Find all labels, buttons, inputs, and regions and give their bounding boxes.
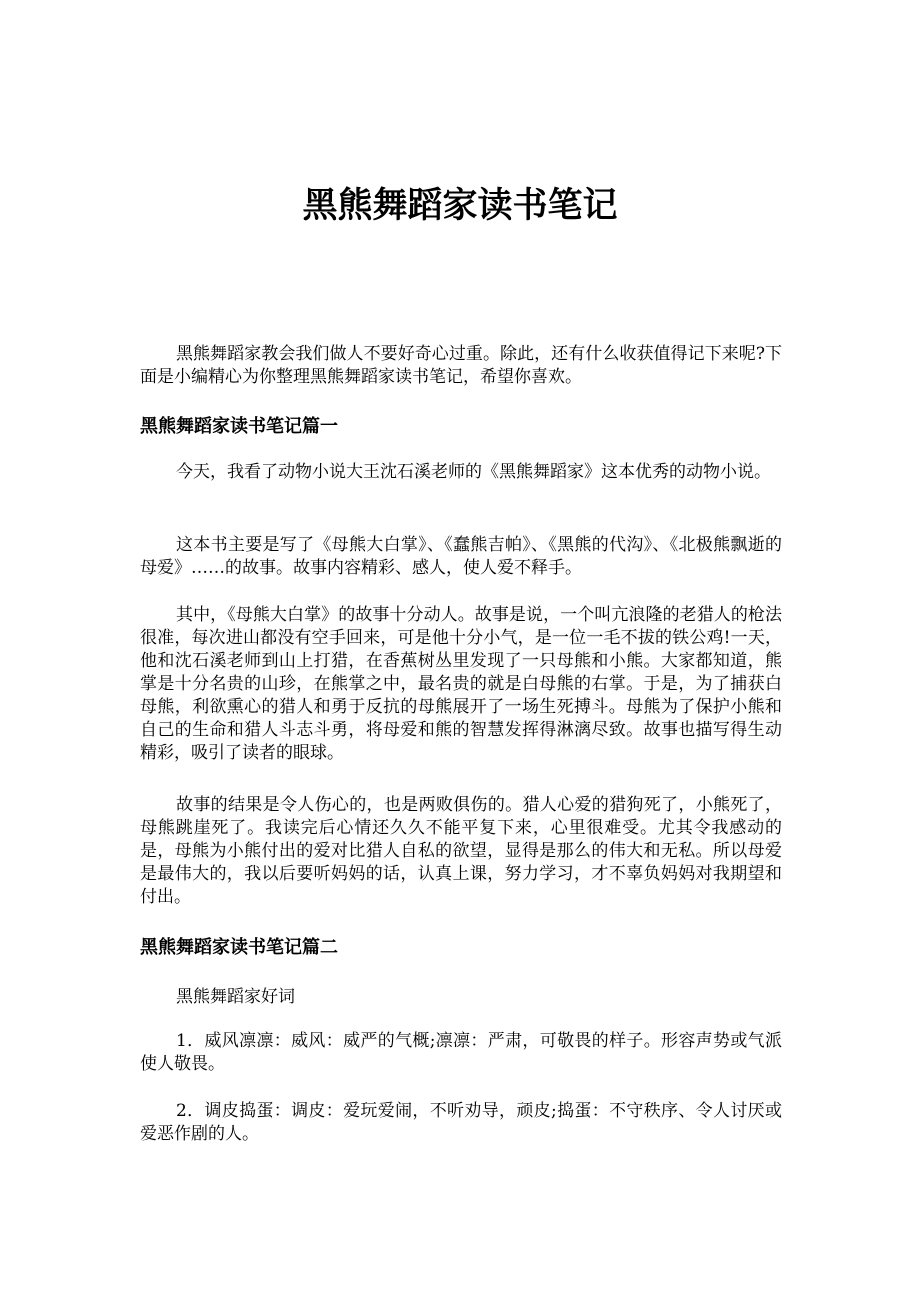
- section1-heading: 黑熊舞蹈家读书笔记篇一: [140, 416, 338, 437]
- section1-paragraph-1: 今天，我看了动物小说大王沈石溪老师的《黑熊舞蹈家》这本优秀的动物小说。: [176, 462, 771, 482]
- section1-paragraph-3: 其中，《母熊大白掌》的故事十分动人。故事是说，一个叫亢浪隆的老猎人的枪法很准，每次进山都没有空手回来，可是他十分小气，是一位一毛不拔的铁公鸡!一天，他和沈石溪老师到山上打猎，在香蕉树丛里发现了一只母熊和小熊。大家都知道，熊掌是十分名贵的山珍，在熊掌之中，最名贵的就是白母熊的右掌。于是，为了捕获白母熊，利欲熏心的猎人和勇于反抗的母熊展开了一场生死搏斗。母熊为了保护小熊和自己的生命和猎人斗志斗勇，将母爱和熊的智慧发挥得淋漓尽致。故事也描写得生动精彩，吸引了读者的眼球。: [140, 605, 782, 763]
- section1-paragraph-2: 这本书主要是写了《母熊大白掌》、《蠢熊吉帕》、《黑熊的代沟》、《北极熊飘逝的母爱》……的故事。故事内容精彩、感人，使人爱不释手。: [140, 535, 782, 578]
- section2-heading: 黑熊舞蹈家读书笔记篇二: [140, 937, 338, 958]
- document-title: 黑熊舞蹈家读书笔记: [302, 186, 618, 226]
- section1-paragraph-4: 故事的结果是令人伤心的，也是两败俱伤的。猎人心爱的猎狗死了，小熊死了，母熊跳崖死了。我读完后心情还久久不能平复下来，心里很难受。尤其令我感动的是，母熊为小熊付出的爱对比猎人自私的欲望，显得是那么的伟大和无私。所以母爱是最伟大的，我以后要听妈妈的话，认真上课，努力学习，才不辜负妈妈对我期望和付出。: [140, 795, 782, 907]
- section2-item-2: 2．调皮捣蛋：调皮：爱玩爱闹，不听劝导，顽皮;捣蛋：不守秩序、令人讨厌或爱恶作剧的人。: [140, 1101, 782, 1144]
- section2-item-1: 1．威风凛凛：威风：威严的气概;凛凛：严肃，可敬畏的样子。形容声势或气派使人敬畏。: [140, 1031, 782, 1074]
- section2-subheading: 黑熊舞蹈家好词: [176, 987, 295, 1007]
- intro-paragraph: 黑熊舞蹈家教会我们做人不要好奇心过重。除此，还有什么收获值得记下来呢?下面是小编精心为你整理黑熊舞蹈家读书笔记，希望你喜欢。: [140, 344, 782, 387]
